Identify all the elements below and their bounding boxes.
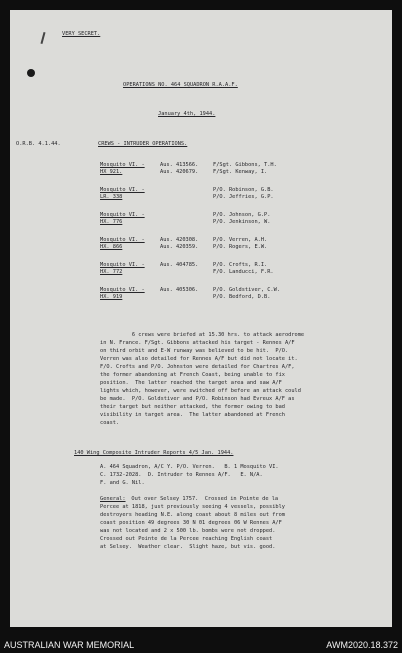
service-number: Aus. 413566.	[160, 162, 199, 168]
navigator-name: F/Sgt. Kenway, I.	[213, 169, 268, 175]
aircraft-serial: LR. 338	[100, 194, 123, 200]
remarks-line: destroyers heading N.E. along coast about 8 miles out from	[100, 512, 285, 518]
section-heading: CREWS - INTRUDER OPERATIONS.	[98, 141, 188, 147]
navigator-name: P/O. Jeffries, G.P.	[213, 194, 274, 200]
remarks-line: coast position 49 degrees 30 N 01 degrees 06 W Rennes A/F	[100, 520, 282, 526]
report-line: F. and G. Nil.	[100, 480, 145, 486]
remarks-line: at Selsey. Weather clear. Slight haze, but vis. good.	[100, 544, 276, 550]
paragraph-line: lights which, however, were switched off before an attack could	[100, 388, 301, 394]
paragraph-line: on third orbit and E-W runway was believed to be hit. P/O.	[100, 348, 289, 354]
footer-credit: AUSTRALIAN WAR MEMORIAL	[4, 640, 135, 650]
orb-reference: O.R.B. 4.1.44.	[16, 141, 61, 147]
document-title: OPERATIONS NO. 464 SQUADRON R.A.A.F.	[123, 82, 238, 88]
navigator-name: P/O. Jenkinson, W.	[213, 219, 271, 225]
pilot-name: P/O. Robinson, G.B.	[213, 187, 274, 193]
aircraft-type: Mosquito VI. -	[100, 237, 145, 243]
aircraft-type: Mosquito VI. -	[100, 287, 145, 293]
footer-accession-number: AWM2020.18.372	[326, 640, 398, 650]
general-label: General:	[100, 496, 126, 502]
remarks-line: Out over Selsey 1757. Crossed in Pointe de la	[125, 496, 279, 502]
remarks-line: Percee at 1818, just previously seeing 4 vessels, possibly	[100, 504, 285, 510]
aircraft-type: Mosquito VI. -	[100, 162, 145, 168]
paragraph-line: in N. France. F/Sgt. Gibbons attacked his target - Rennes A/F	[100, 340, 295, 346]
paragraph-line: 6 crews were briefed at 15.30 hrs. to attack aerodrome	[100, 332, 305, 338]
pilot-name: P/O. Johnson, G.P.	[213, 212, 271, 218]
aircraft-serial: HX. 919	[100, 294, 123, 300]
wing-report-heading: 140 Wing Composite Intruder Reports 4/5 Jan. 1944.	[74, 450, 234, 456]
navigator-name: P/O. Rogers, E.W.	[213, 244, 268, 250]
aircraft-type: Mosquito VI. -	[100, 212, 145, 218]
remarks-line: was not located and 2 x 500 lb. bombs were not dropped.	[100, 528, 276, 534]
service-number: Aus. 404785.	[160, 262, 199, 268]
service-number: Aus. 405306.	[160, 287, 199, 293]
paragraph-line: position. The latter reached the target area and saw A/F	[100, 380, 282, 386]
aircraft-type: Mosquito VI. -	[100, 187, 145, 193]
report-line: A. 464 Squadron, A/C Y. P/O. Verren. B. 1 Mosquito VI.	[100, 464, 279, 470]
paragraph-line: their target but neither attacked, the former owing to bad	[100, 404, 285, 410]
report-line: C. 1732-2028. D. Intruder to Rennes A/F. E. N/A.	[100, 472, 263, 478]
paragraph-line: visibility in target area. The latter abandoned at French	[100, 412, 285, 418]
aircraft-serial: HX. 772	[100, 269, 123, 275]
classification-label: VERY SECRET.	[62, 31, 101, 37]
pilot-name: P/O. Goldstiver, C.W.	[213, 287, 280, 293]
paragraph-line: coast.	[100, 420, 120, 426]
navigator-name: P/O. Bedford, D.B.	[213, 294, 271, 300]
pilot-name: F/Sgt. Gibbons, T.H.	[213, 162, 277, 168]
paragraph-line: F/O. Crofts and P/O. Johnston were detailed for Chartres A/F,	[100, 364, 295, 370]
aircraft-serial: HX. 776	[100, 219, 123, 225]
paragraph-line: the former abandoning at French Coast, being unable to fix	[100, 372, 285, 378]
document-date: January 4th, 1944.	[158, 111, 216, 117]
navigator-name: F/O. Landucci, F.R.	[213, 269, 274, 275]
paragraph-line: Verren was also detailed for Rennes A/F but did not locate it.	[100, 356, 298, 362]
service-number: Aus. 420308.	[160, 237, 199, 243]
pilot-name: P/O. Verren, A.H.	[213, 237, 268, 243]
service-number: Aus. 420359.	[160, 244, 199, 250]
remarks-line: Crossed out Pointe de la Percee reaching English coast	[100, 536, 273, 542]
aircraft-serial: HX. 866	[100, 244, 123, 250]
punch-hole	[27, 69, 35, 77]
pilot-name: P/O. Crofts, R.I.	[213, 262, 268, 268]
aircraft-type: Mosquito VI. -	[100, 262, 145, 268]
paragraph-line: be made. P/O. Goldstiver and P/O. Robinson had Evreux A/F as	[100, 396, 295, 402]
aircraft-serial: HX 921.	[100, 169, 123, 175]
service-number: Aus. 420679.	[160, 169, 199, 175]
